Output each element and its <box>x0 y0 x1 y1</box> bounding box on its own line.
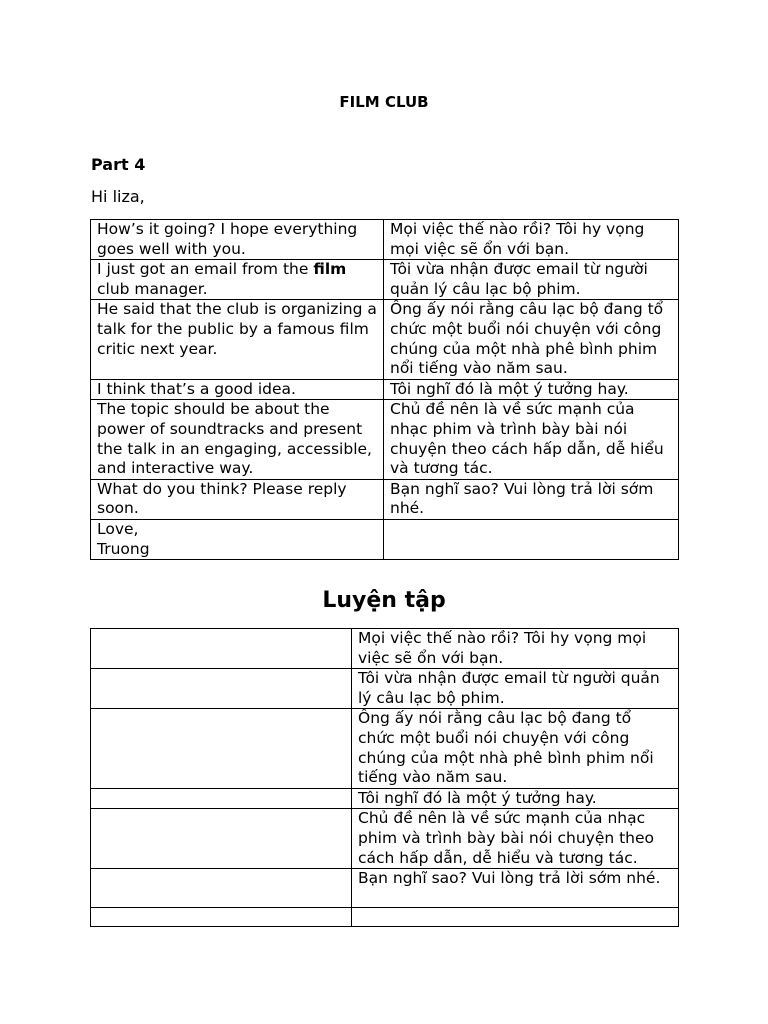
answer-cell[interactable] <box>91 709 352 788</box>
english-text: club manager. <box>97 279 208 298</box>
vietnamese-cell: Tôi vừa nhận được email từ người quản lý câu lạc bộ phim. <box>384 260 679 300</box>
vietnamese-cell: Ông ấy nói rằng câu lạc bộ đang tổ chức một buổi nói chuyện với công chúng của một nhà phê bình phim nổi tiếng vào năm sau. <box>352 709 679 788</box>
vietnamese-cell: Bạn nghĩ sao? Vui lòng trả lời sớm nhé. <box>352 869 679 908</box>
table-row <box>91 809 679 869</box>
english-cell <box>91 260 384 300</box>
vietnamese-cell: Chủ đề nên là về sức mạnh của nhạc phim và trình bày bài nói chuyện theo cách hấp dẫn, dễ hiểu và tương tác. <box>352 809 679 869</box>
part-label: Part 4 <box>91 155 146 174</box>
vietnamese-cell: Mọi việc thế nào rồi? Tôi hy vọng mọi việc sẽ ổn với bạn. <box>352 629 679 669</box>
english-bold-word: film <box>313 260 347 279</box>
answer-cell[interactable] <box>91 908 352 927</box>
english-text: I just got an email from the <box>97 260 314 279</box>
vietnamese-cell <box>352 908 679 927</box>
signature-name: Truong <box>97 539 150 558</box>
english-cell: I think that’s a good idea. <box>91 379 384 400</box>
answer-cell[interactable] <box>91 629 352 669</box>
answer-cell[interactable] <box>91 809 352 869</box>
letter-translation-table <box>90 219 679 560</box>
table-row <box>91 908 679 927</box>
english-cell: He said that the club is organizing a talk for the public by a famous film critic next year. <box>91 300 384 379</box>
answer-cell[interactable] <box>91 669 352 709</box>
vietnamese-cell: Mọi việc thế nào rồi? Tôi hy vọng mọi việc sẽ ổn với bạn. <box>384 220 679 260</box>
vietnamese-cell: Chủ đề nên là về sức mạnh của nhạc phim và trình bày bài nói chuyện theo cách hấp dẫn, dễ hiểu và tương tác. <box>384 400 679 479</box>
practice-table <box>90 628 679 927</box>
english-cell <box>91 519 384 559</box>
table-row <box>91 519 679 559</box>
table-row <box>91 220 679 260</box>
vietnamese-cell: Tôi nghĩ đó là một ý tưởng hay. <box>352 788 679 809</box>
table-row <box>91 669 679 709</box>
document-title: FILM CLUB <box>339 93 429 111</box>
table-row <box>91 788 679 809</box>
table-row <box>91 709 679 788</box>
table-row <box>91 300 679 379</box>
vietnamese-cell <box>384 519 679 559</box>
english-cell: What do you think? Please reply soon. <box>91 479 384 519</box>
vietnamese-cell: Tôi vừa nhận được email từ người quản lý câu lạc bộ phim. <box>352 669 679 709</box>
table-row <box>91 629 679 669</box>
table-row <box>91 400 679 479</box>
practice-heading: Luyện tập <box>322 588 446 613</box>
vietnamese-cell: Bạn nghĩ sao? Vui lòng trả lời sớm nhé. <box>384 479 679 519</box>
answer-cell[interactable] <box>91 869 352 908</box>
english-cell: The topic should be about the power of soundtracks and present the talk in an engaging, accessible, and interactive way. <box>91 400 384 479</box>
table-row <box>91 260 679 300</box>
table-row <box>91 869 679 908</box>
vietnamese-cell: Ông ấy nói rằng câu lạc bộ đang tổ chức một buổi nói chuyện với công chúng của một nhà phê bình phim nổi tiếng vào năm sau. <box>384 300 679 379</box>
sign-off: Love, <box>97 519 139 538</box>
answer-cell[interactable] <box>91 788 352 809</box>
table-row <box>91 479 679 519</box>
letter-greeting: Hi liza, <box>91 187 145 206</box>
table-row <box>91 379 679 400</box>
english-cell: How’s it going? I hope everything goes well with you. <box>91 220 384 260</box>
vietnamese-cell: Tôi nghĩ đó là một ý tưởng hay. <box>384 379 679 400</box>
